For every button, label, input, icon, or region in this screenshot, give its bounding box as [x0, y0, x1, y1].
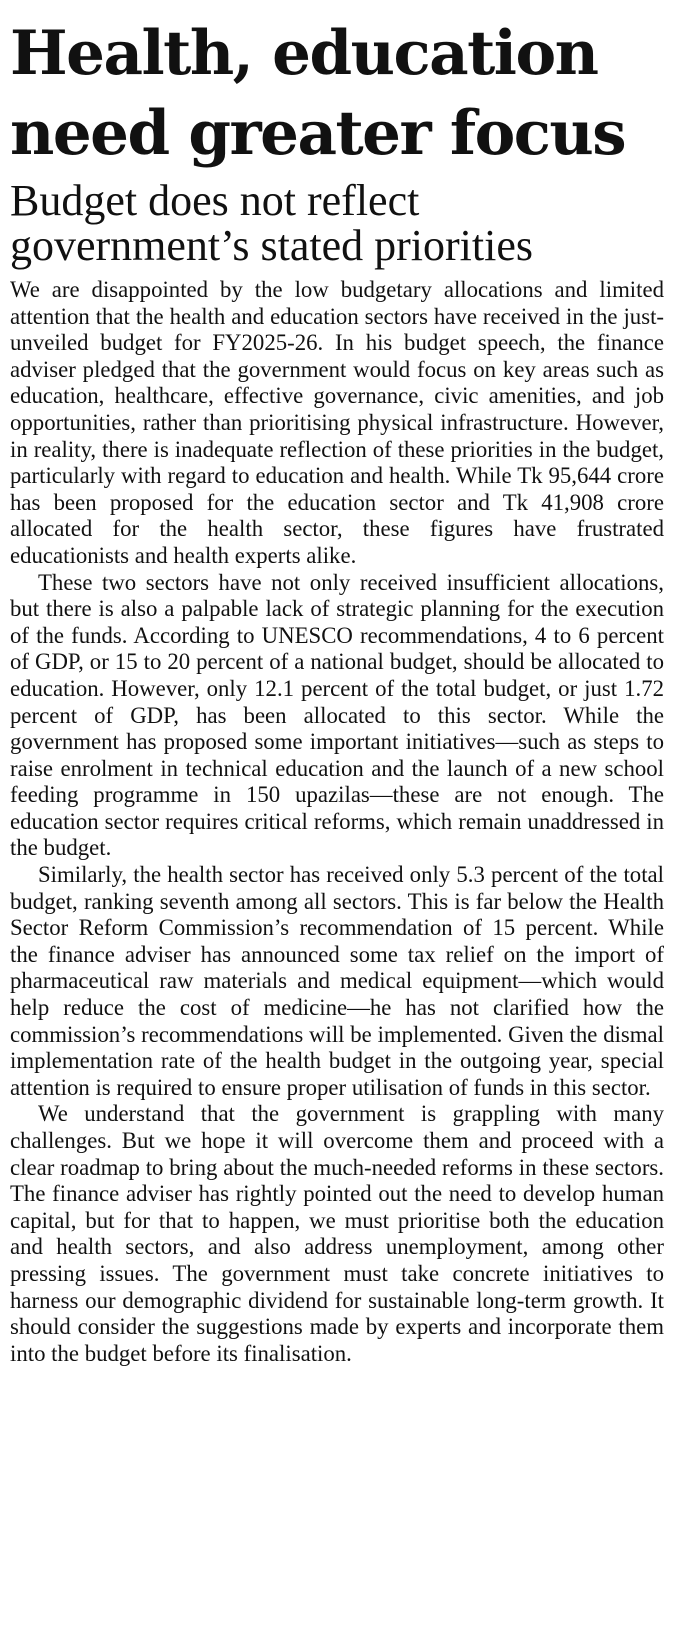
subheadline: Budget does not reflect government’s stated priorities [10, 176, 533, 270]
paragraph-1: We are disappointed by the low budgetary allocations and limited attention that the health and education sectors have received in the just-unveiled budget for FY2025-26. In his budget speech, the finance adviser pledged that the government would focus on key areas such as education, healthcare, effective governance, civic amenities, and job opportunities, rather than prioritising physical infrastructure. However, in reality, there is inadequate reflection of these priorities in the budget, particularly with regard to education and health. While Tk 95,644 crore has been proposed for the education sector and Tk 41,908 crore allocated for the health sector, these figures have frustrated educationists and health experts alike. [10, 277, 664, 568]
article-body [10, 277, 664, 1367]
paragraph-4: We understand that the government is grappling with many challenges. But we hope it will overcome them and proceed with a clear roadmap to bring about the much-needed reforms in these sectors. The finance adviser has rightly pointed out the need to develop human capital, but for that to happen, we must prioritise both the education and health sectors, and also address unemployment, among other pressing issues. The government must take concrete initiatives to harness our demographic dividend for sustainable long-term growth. It should consider the suggestions made by experts and incorporate them into the budget before its finalisation. [10, 1101, 664, 1366]
paragraph-2: These two sectors have not only received insufficient allocations, but there is also a palpable lack of strategic planning for the execution of the funds. According to UNESCO recommendations, 4 to 6 percent of GDP, or 15 to 20 percent of a national budget, should be allocated to education. However, only 12.1 percent of the total budget, or just 1.72 percent of GDP, has been allocated to this sector. While the government has proposed some important initiatives—such as steps to raise enrolment in technical education and the launch of a new school feeding programme in 150 upazilas—these are not enough. The education sector requires critical reforms, which remain unaddressed in the budget. [10, 569, 664, 861]
editorial-article [10, 0, 664, 1367]
headline: Health, education need greater focus [10, 18, 626, 169]
paragraph-3: Similarly, the health sector has received only 5.3 percent of the total budget, ranking seventh among all sectors. This is far below the Health Sector Reform Commission’s recommendation of 15 percent. While the finance adviser has announced some tax relief on the import of pharmaceutical raw materials and medical equipment—which would help reduce the cost of medicine—he has not clarified how the commission’s recommendations will be implemented. Given the dismal implementation rate of the health budget in the outgoing year, special attention is required to ensure proper utilisation of funds in this sector. [10, 862, 664, 1100]
